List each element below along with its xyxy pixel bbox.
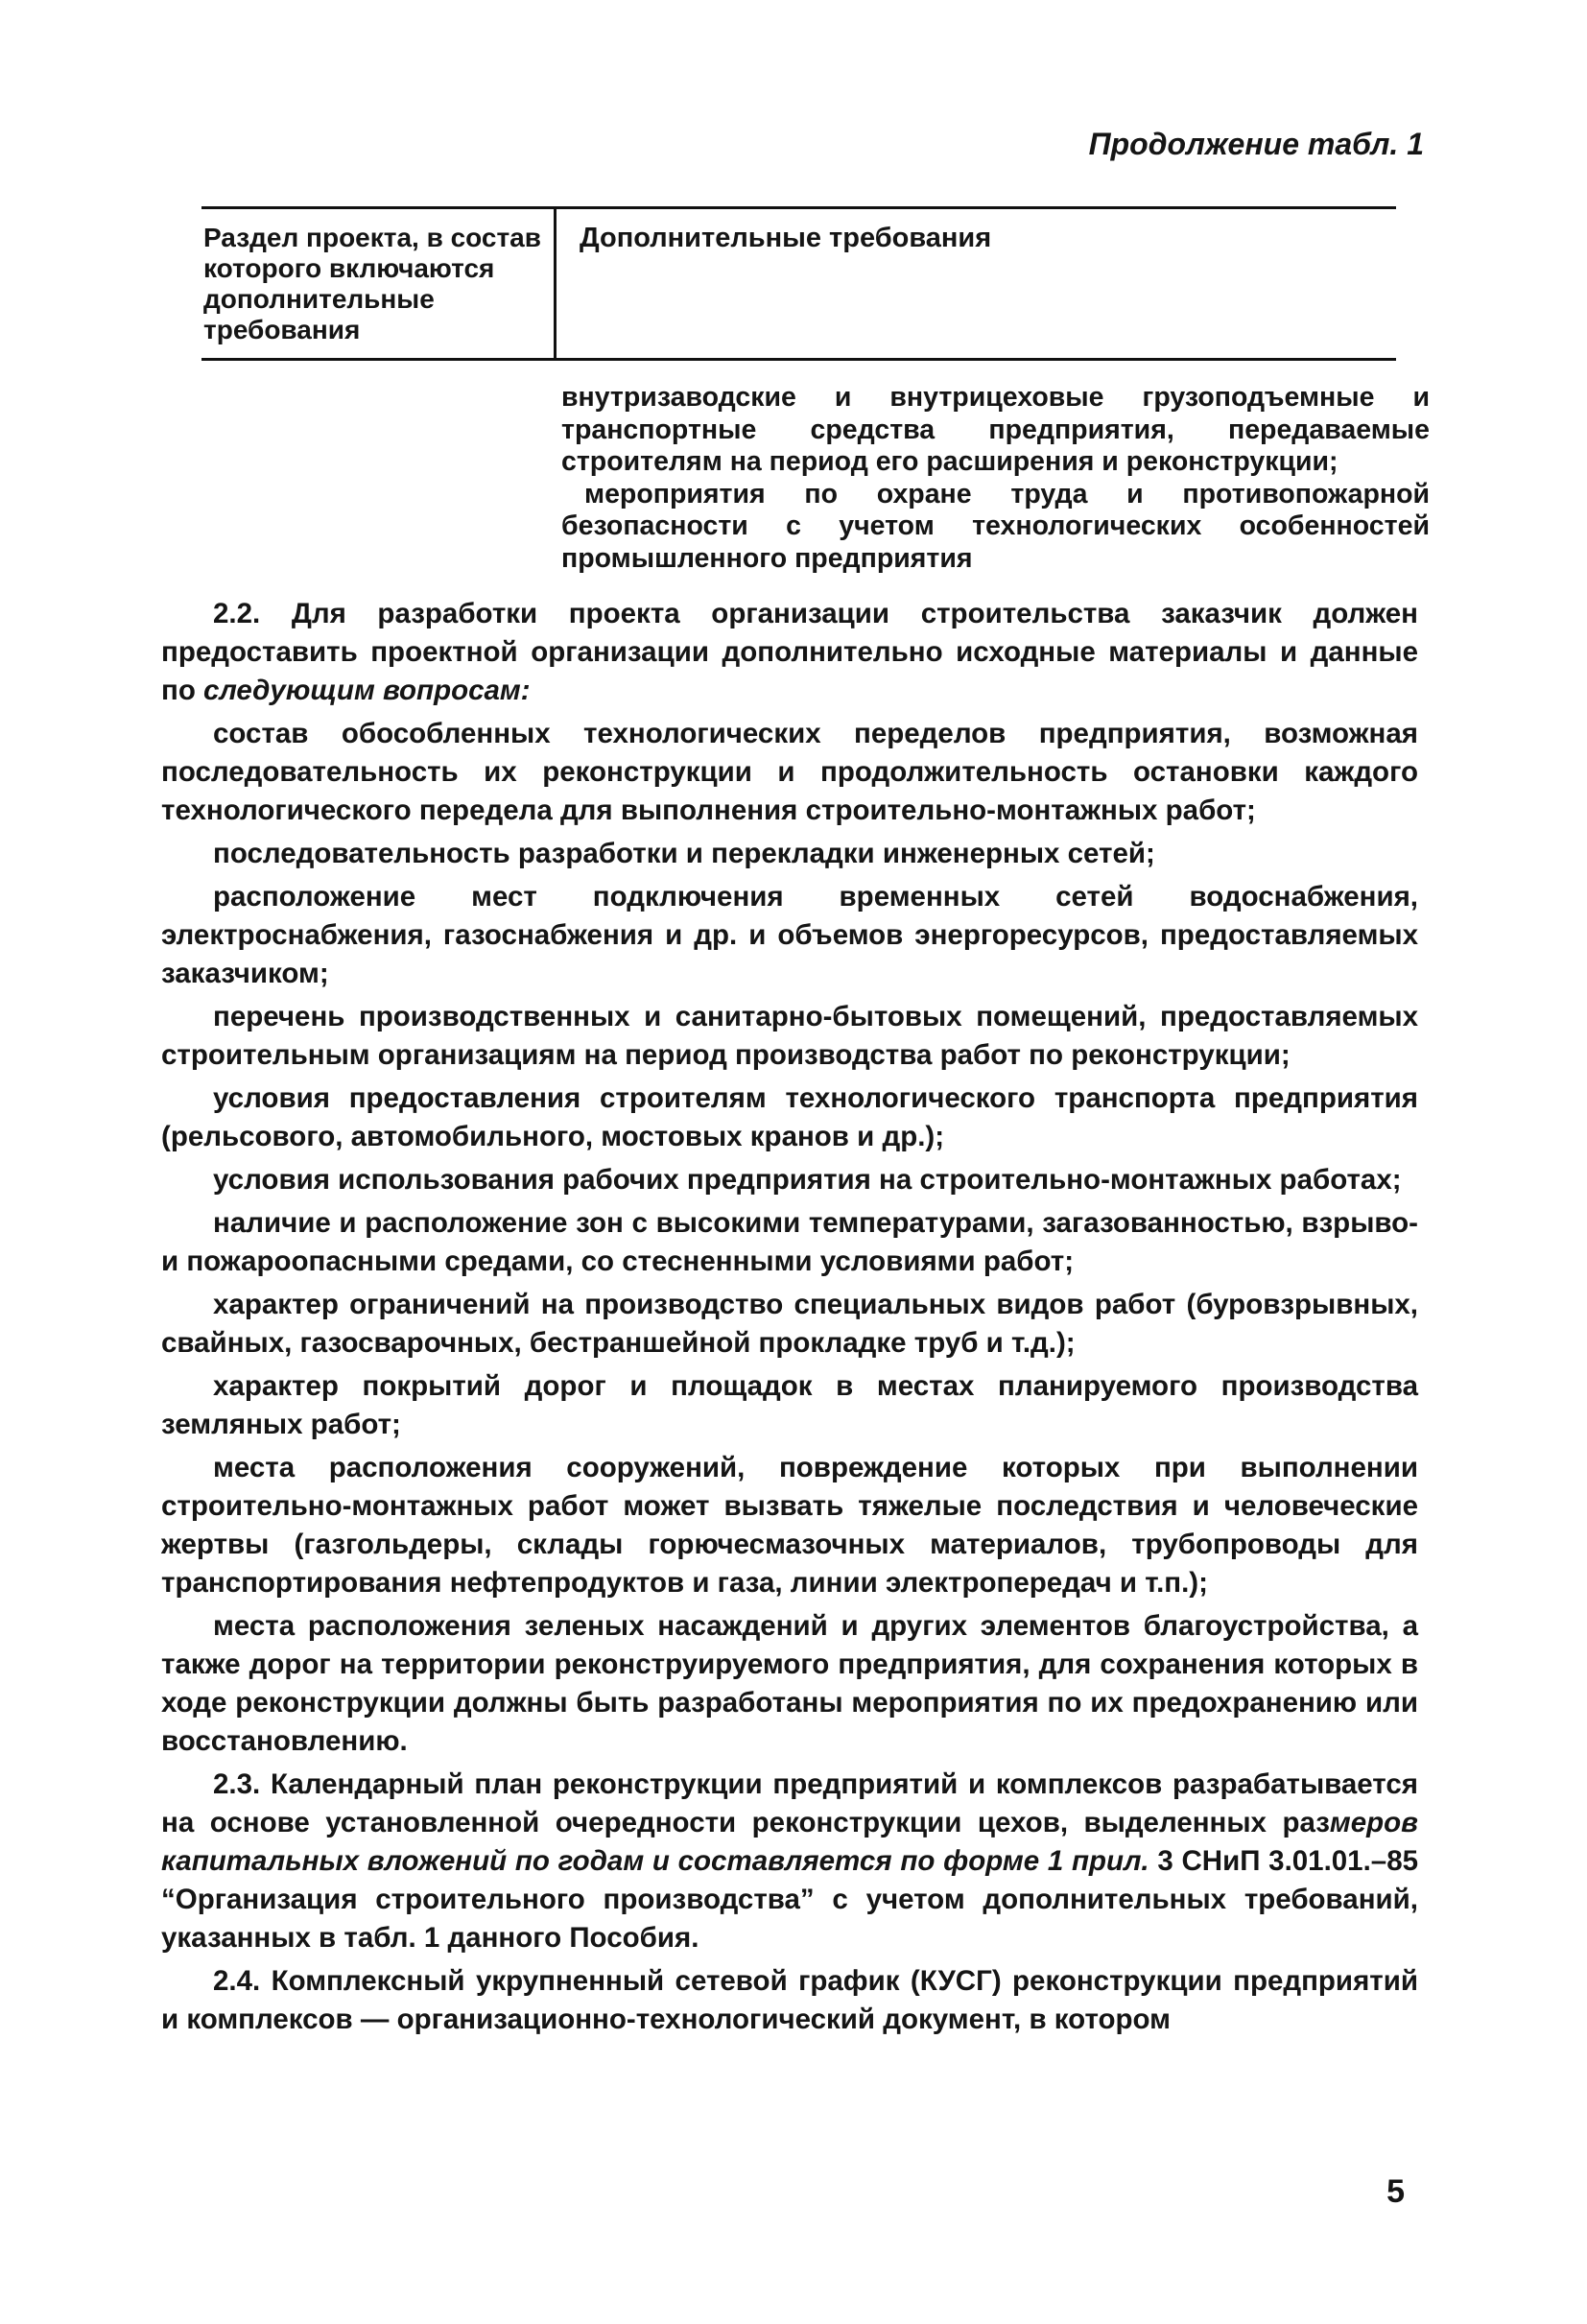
list-item: условия предоставления строителям технологического транспорта предприятия (рельсового, автомобильного, мостовых кранов и др.); — [161, 1082, 1418, 1152]
list-item: места расположения сооружений, повреждение которых при выполнении строительно-монтажных работ может вызвать тяжелые последствия и человеческие жертвы (газгольдеры, склады горючесмазочных материалов, трубопроводы для транспортирования нефтепродуктов и газа, линии электропередач и т.п.); — [161, 1452, 1418, 1599]
paragraph-number: 2.2. — [213, 598, 261, 629]
list-item: условия использования рабочих предприятия на строительно-монтажных работах; — [213, 1164, 1402, 1196]
table-continuation-cell — [561, 382, 1430, 575]
paragraph-2-4: 2.4. Комплексный укрупненный сетевой график (КУСГ) реконструкции предприятий и комплексов — организационно-технологический документ, в котором — [161, 1965, 1418, 2035]
list-item: наличие и расположение зон с высокими температурами, загазованностью, взрыво- и пожароопасными средами, со стесненными условиями работ; — [161, 1207, 1418, 1277]
paragraph-2-3: 2.3. Календарный план реконструкции предприятий и комплексов разрабатывается на основе установленной очередности реконструкции цехов, выделенных размеров капитальных вложений по годам и составляется по форме 1 прил. 3 СНиП 3.01.01.–85 “Организация строительного производства” с учетом дополнительных требований, указанных в табл. 1 данного Пособия. — [161, 1768, 1419, 1954]
paragraph-number: 2.3. — [213, 1768, 261, 1800]
table-cell-line: внутризаводские и внутрицеховые грузоподъемные и транспортные средства предприятия, передаваемые строителям на период его расширения и реконструкции; — [561, 382, 1430, 477]
emphasis-text: следующим вопросам: — [203, 675, 531, 706]
page-number: 5 — [1386, 2173, 1405, 2210]
list-item: перечень производственных и санитарно-бытовых помещений, предоставляемых строительным организациям на период производства работ по реконструкции; — [161, 1001, 1418, 1071]
table-header-rule — [201, 358, 1396, 361]
body-text — [161, 595, 1418, 2044]
list-item: расположение мест подключения временных сетей водоснабжения, электроснабжения, газоснабжения и др. и объемов энергоресурсов, предоставляемых заказчиком; — [161, 881, 1418, 989]
table-continuation-header: Продолжение табл. 1 — [1088, 127, 1424, 161]
emphasis-text: меров капитальных вложений по годам и составляется по форме 1 прил. — [161, 1807, 1418, 1877]
paragraph-number: 2.4. — [213, 1965, 261, 1997]
paragraph-2-2: 2.2. Для разработки проекта организации строительства заказчик должен предоставить проектной организации дополнительно исходные материалы и данные по следующим вопросам: — [161, 598, 1418, 706]
list-item: состав обособленных технологических переделов предприятия, возможная последовательность их реконструкции и продолжительность остановки каждого технологического передела для выполнения строительно-монтажных работ; — [161, 718, 1418, 826]
list-item: последовательность разработки и перекладки инженерных сетей; — [213, 838, 1155, 869]
requirements-table — [201, 206, 1430, 575]
list-item: характер покрытий дорог и площадок в местах планируемого производства земляных работ; — [161, 1370, 1418, 1440]
col2-header: Дополнительные требования — [580, 223, 992, 253]
col1-header: Раздел проекта, в состав которого включаются дополнительные требования — [201, 209, 557, 358]
table-cell-line: мероприятия по охране труда и противопожарной безопасности с учетом технологических особенностей промышленного предприятия — [561, 478, 1430, 574]
list-item: места расположения зеленых насаждений и других элементов благоустройства, а также дорог на территории реконструируемого предприятия, для сохранения которых в ходе реконструкции должны быть разработаны мероприятия по их предохранению или восстановлению. — [161, 1610, 1418, 1757]
list-item: характер ограничений на производство специальных видов работ (буровзрывных, свайных, газосварочных, бестраншейной прокладке труб и т.д.); — [161, 1289, 1418, 1359]
table-header-row — [201, 209, 1396, 358]
